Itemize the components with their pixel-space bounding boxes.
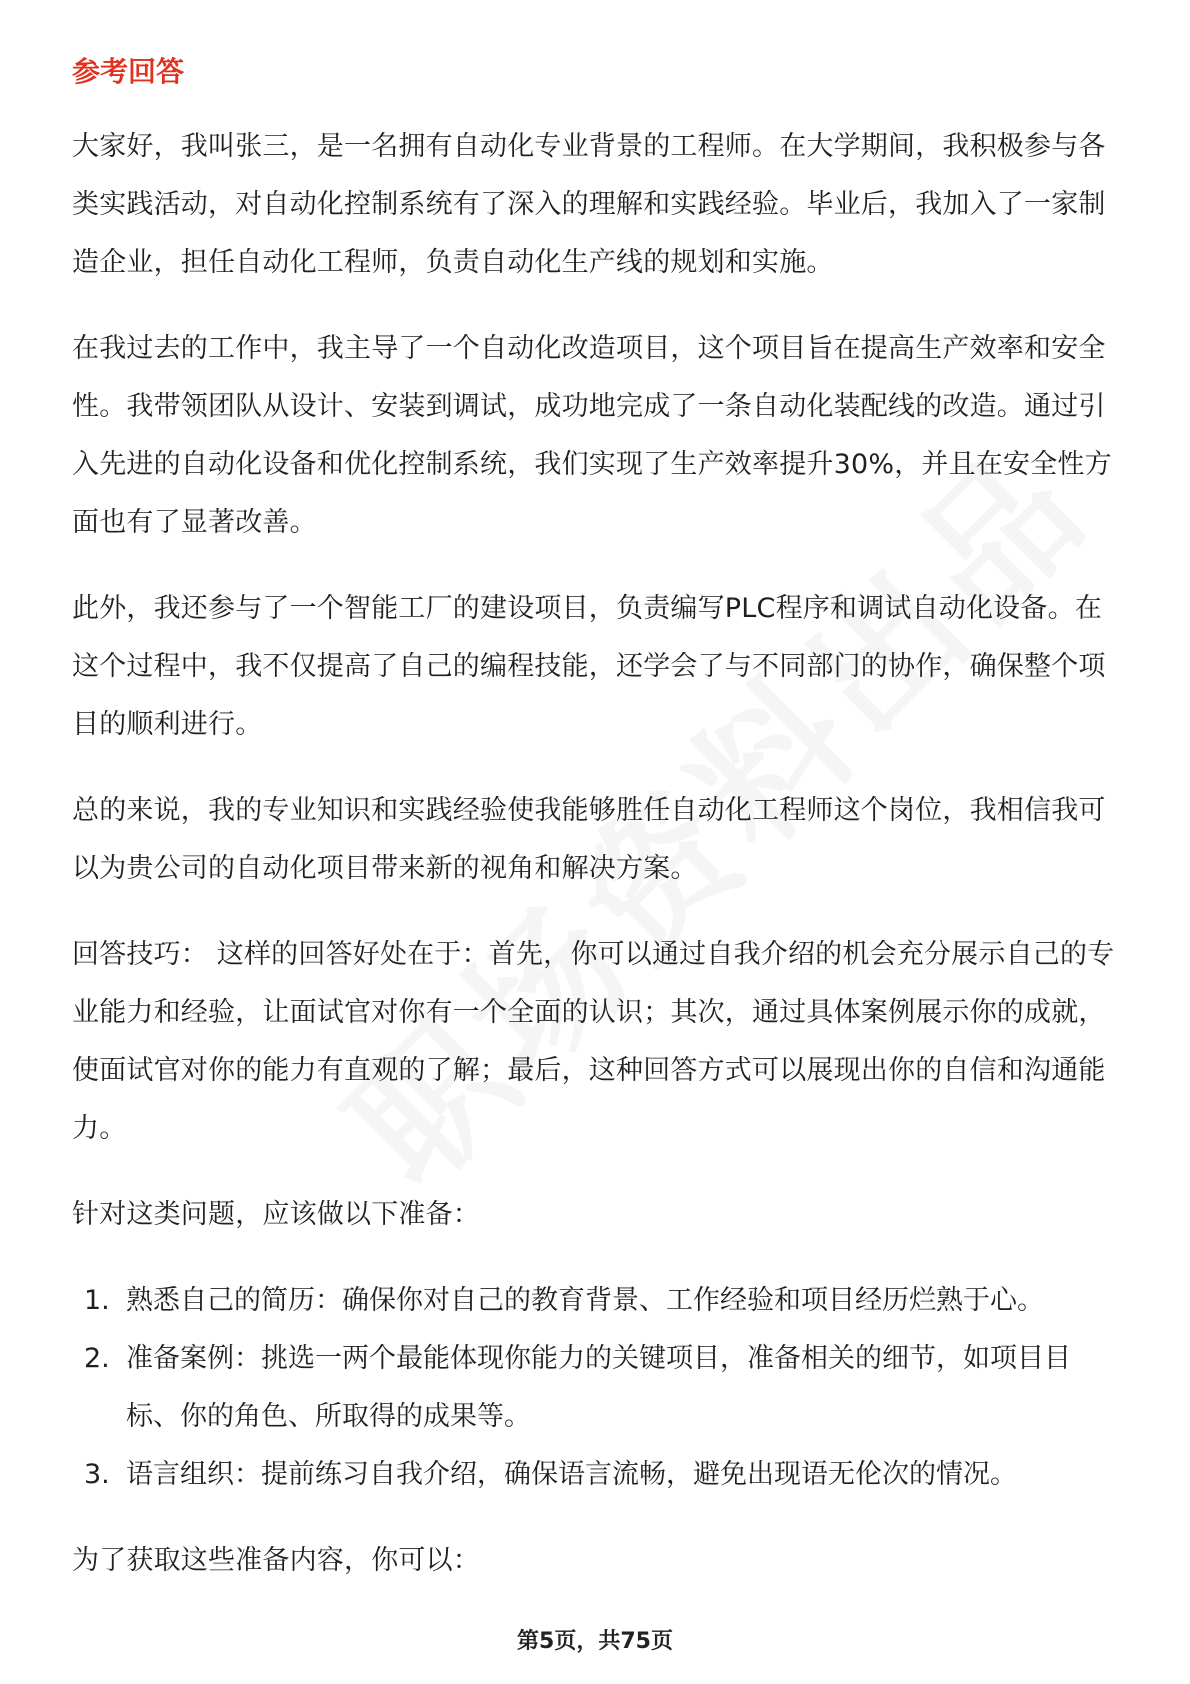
list-item bbox=[72, 1446, 1122, 1504]
paragraph-summary: 总的来说，我的专业知识和实践经验使我能够胜任自动化工程师这个岗位，我相信我可以为贵公司的自动化项目带来新的视角和解决方案。 bbox=[72, 795, 1106, 884]
paragraph-prep-intro: 针对这类问题，应该做以下准备： bbox=[72, 1199, 480, 1230]
document-body bbox=[72, 118, 1122, 1618]
page-footer: 第5页，共75页 bbox=[517, 1629, 673, 1654]
paragraph-smart-factory: 此外，我还参与了一个智能工厂的建设项目，负责编写PLC程序和调试自动化设备。在这个过程中，我不仅提高了自己的编程技能，还学会了与不同部门的协作，确保整个项目的顺利进行。 bbox=[72, 593, 1106, 740]
paragraph-project: 在我过去的工作中，我主导了一个自动化改造项目，这个项目旨在提高生产效率和安全性。我带领团队从设计、安装到调试，成功地完成了一条自动化装配线的改造。通过引入先进的自动化设备和优化控制系统，我们实现了生产效率提升30%，并且在安全性方面也有了显著改善。 bbox=[72, 333, 1112, 538]
list-item-text: 熟悉自己的简历：确保你对自己的教育背景、工作经验和项目经历烂熟于心。 bbox=[126, 1285, 1044, 1316]
section-heading: 参考回答 bbox=[72, 55, 185, 88]
prep-list bbox=[72, 1272, 1122, 1504]
list-item bbox=[72, 1272, 1122, 1330]
list-number: 2. bbox=[84, 1343, 110, 1374]
paragraph-tips: 回答技巧： 这样的回答好处在于：首先，你可以通过自我介绍的机会充分展示自己的专业能力和经验，让面试官对你有一个全面的认识；其次，通过具体案例展示你的成就，使面试官对你的能力有直观的了解；最后，这种回答方式可以展现出你的自信和沟通能力。 bbox=[72, 939, 1115, 1144]
list-number: 1. bbox=[84, 1285, 110, 1316]
list-item-text: 准备案例：挑选一两个最能体现你能力的关键项目，准备相关的细节，如项目目标、你的角色、所取得的成果等。 bbox=[126, 1343, 1071, 1432]
list-item-text: 语言组织：提前练习自我介绍，确保语言流畅，避免出现语无伦次的情况。 bbox=[126, 1459, 1017, 1490]
list-number: 3. bbox=[84, 1459, 110, 1490]
paragraph-intro: 大家好，我叫张三，是一名拥有自动化专业背景的工程师。在大学期间，我积极参与各类实践活动，对自动化控制系统有了深入的理解和实践经验。毕业后，我加入了一家制造企业，担任自动化工程师，负责自动化生产线的规划和实施。 bbox=[72, 131, 1106, 278]
paragraph-closing: 为了获取这些准备内容，你可以： bbox=[72, 1545, 480, 1576]
list-item bbox=[72, 1330, 1122, 1446]
